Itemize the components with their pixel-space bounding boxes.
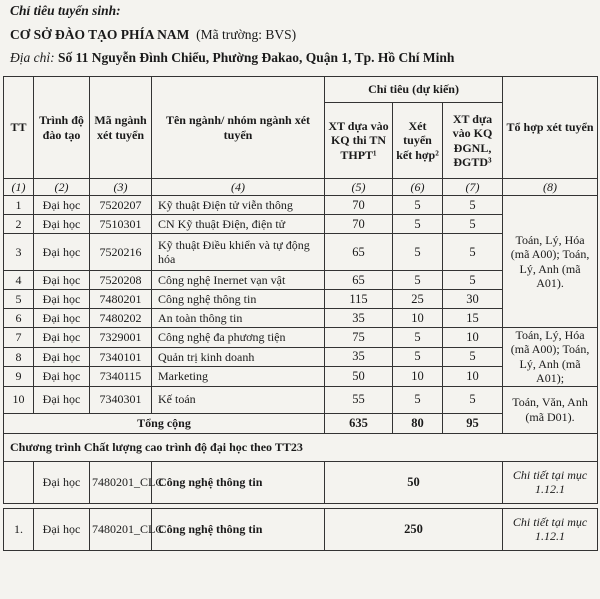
clc-tt (4, 461, 34, 503)
header-tt: TT (4, 77, 34, 179)
row-code: 7480202 (90, 309, 152, 328)
row-code: 7510301 (90, 215, 152, 234)
header-xt-ket-hop: Xét tuyển kết hợp² (393, 103, 443, 179)
row-name: Quản trị kinh doanh (152, 347, 325, 367)
row-code: 7520216 (90, 234, 152, 271)
school-line (10, 27, 296, 43)
row-level: Đại học (34, 386, 90, 413)
quota-table (3, 76, 598, 551)
row-code: 7340301 (90, 386, 152, 413)
header-combination: Tổ hợp xét tuyển (503, 77, 598, 179)
total-thpt: 635 (325, 413, 393, 433)
clc-name: Công nghệ thông tin (152, 461, 325, 503)
header-xt-dgnl: XT dựa vào KQ ĐGNL, ĐGTD³ (443, 103, 503, 179)
clc-section-title: Chương trình Chất lượng cao trình độ đại học theo TT23 (4, 433, 598, 461)
row-ket-hop: 5 (393, 271, 443, 290)
row-thpt: 70 (325, 196, 393, 215)
row-tt: 6 (4, 309, 34, 328)
row-tt: 4 (4, 271, 34, 290)
row-thpt: 65 (325, 271, 393, 290)
row-code: 7340101 (90, 347, 152, 367)
row-level: Đại học (34, 328, 90, 348)
row-level: Đại học (34, 196, 90, 215)
row-name: An toàn thông tin (152, 309, 325, 328)
row-code: 7520208 (90, 271, 152, 290)
row-code: 7340115 (90, 367, 152, 387)
row-tt: 8 (4, 347, 34, 367)
row-dgnl: 5 (443, 271, 503, 290)
row-ket-hop: 5 (393, 215, 443, 234)
row-code: 7329001 (90, 328, 152, 348)
row-thpt: 50 (325, 367, 393, 387)
header-code: Mã ngành xét tuyển (90, 77, 152, 179)
row-dgnl: 10 (443, 328, 503, 348)
row-thpt: 115 (325, 290, 393, 309)
row-dgnl: 5 (443, 234, 503, 271)
clc-row (4, 461, 598, 503)
clc-level: Đại học (34, 461, 90, 503)
row-dgnl: 5 (443, 215, 503, 234)
row-dgnl: 10 (443, 367, 503, 387)
header-quota: Chỉ tiêu (dự kiến) (325, 77, 503, 103)
index-cell: (1) (4, 179, 34, 196)
row-dgnl: 5 (443, 386, 503, 413)
row-name: Kỹ thuật Điều khiển và tự động hóa (152, 234, 325, 271)
clc-quota: 50 (325, 461, 503, 503)
school-name: CƠ SỞ ĐÀO TẠO PHÍA NAM (10, 27, 190, 42)
index-cell: (2) (34, 179, 90, 196)
clc-quota: 250 (325, 508, 503, 550)
row-tt: 10 (4, 386, 34, 413)
table-row (4, 196, 598, 215)
row-tt: 9 (4, 367, 34, 387)
row-dgnl: 15 (443, 309, 503, 328)
row-name: Công nghệ Inernet vạn vật (152, 271, 325, 290)
row-thpt: 35 (325, 309, 393, 328)
clc-code: 7480201_CLC (90, 461, 152, 503)
index-cell: (4) (152, 179, 325, 196)
row-dgnl: 30 (443, 290, 503, 309)
row-thpt: 75 (325, 328, 393, 348)
row-level: Đại học (34, 367, 90, 387)
row-thpt: 70 (325, 215, 393, 234)
row-name: Kế toán (152, 386, 325, 413)
row-name: Marketing (152, 367, 325, 387)
table-row (4, 328, 598, 348)
clc-tt: 1. (4, 508, 34, 550)
row-level: Đại học (34, 271, 90, 290)
row-ket-hop: 5 (393, 196, 443, 215)
row-level: Đại học (34, 309, 90, 328)
clc-note: Chi tiết tại mục 1.12.1 (503, 508, 598, 550)
row-ket-hop: 25 (393, 290, 443, 309)
row-name: Kỹ thuật Điện tử viễn thông (152, 196, 325, 215)
row-tt: 2 (4, 215, 34, 234)
header-level: Trình độ đào tạo (34, 77, 90, 179)
row-thpt: 35 (325, 347, 393, 367)
table-row (4, 386, 598, 413)
row-ket-hop: 5 (393, 386, 443, 413)
row-ket-hop: 10 (393, 367, 443, 387)
row-code: 7520207 (90, 196, 152, 215)
row-tt: 7 (4, 328, 34, 348)
row-level: Đại học (34, 290, 90, 309)
clc-row (4, 508, 598, 550)
row-ket-hop: 5 (393, 234, 443, 271)
index-cell: (3) (90, 179, 152, 196)
header-xt-thpt: XT dựa vào KQ thi TN THPT¹ (325, 103, 393, 179)
index-cell: (8) (503, 179, 598, 196)
row-ket-hop: 5 (393, 328, 443, 348)
row-ket-hop: 5 (393, 347, 443, 367)
row-level: Đại học (34, 215, 90, 234)
clc-note: Chi tiết tại mục 1.12.1 (503, 461, 598, 503)
total-dgnl: 95 (443, 413, 503, 433)
header-major-name: Tên ngành/ nhóm ngành xét tuyển (152, 77, 325, 179)
school-code: (Mã trường: BVS) (196, 27, 297, 42)
total-ket-hop: 80 (393, 413, 443, 433)
row-thpt: 55 (325, 386, 393, 413)
clc-section-row (4, 433, 598, 461)
index-cell: (5) (325, 179, 393, 196)
row-name: Công nghệ thông tin (152, 290, 325, 309)
clc-level: Đại học (34, 508, 90, 550)
row-tt: 1 (4, 196, 34, 215)
combination-group-3: Toán, Văn, Anh (mã D01). (503, 386, 598, 433)
address-line (10, 50, 454, 66)
row-tt: 5 (4, 290, 34, 309)
row-ket-hop: 10 (393, 309, 443, 328)
clc-name: Công nghệ thông tin (152, 508, 325, 550)
combination-group-2: Toán, Lý, Hóa (mã A00); Toán, Lý, Anh (mã A01); (503, 328, 598, 387)
row-thpt: 65 (325, 234, 393, 271)
total-label: Tổng cộng (4, 413, 325, 433)
address-label: Địa chỉ: (10, 50, 55, 65)
index-cell: (7) (443, 179, 503, 196)
row-dgnl: 5 (443, 347, 503, 367)
index-cell: (6) (393, 179, 443, 196)
row-code: 7480201 (90, 290, 152, 309)
address: Số 11 Nguyễn Đình Chiểu, Phường Đakao, Quận 1, Tp. Hồ Chí Minh (58, 50, 455, 65)
row-name: Công nghệ đa phương tiện (152, 328, 325, 348)
row-dgnl: 5 (443, 196, 503, 215)
clc-code: 7480201_CLC (90, 508, 152, 550)
row-level: Đại học (34, 234, 90, 271)
heading: Chỉ tiêu tuyển sinh: (10, 3, 121, 18)
combination-group-1: Toán, Lý, Hóa (mã A00); Toán, Lý, Anh (mã A01). (503, 196, 598, 328)
row-name: CN Kỹ thuật Điện, điện tử (152, 215, 325, 234)
index-row (4, 179, 598, 196)
row-level: Đại học (34, 347, 90, 367)
row-tt: 3 (4, 234, 34, 271)
